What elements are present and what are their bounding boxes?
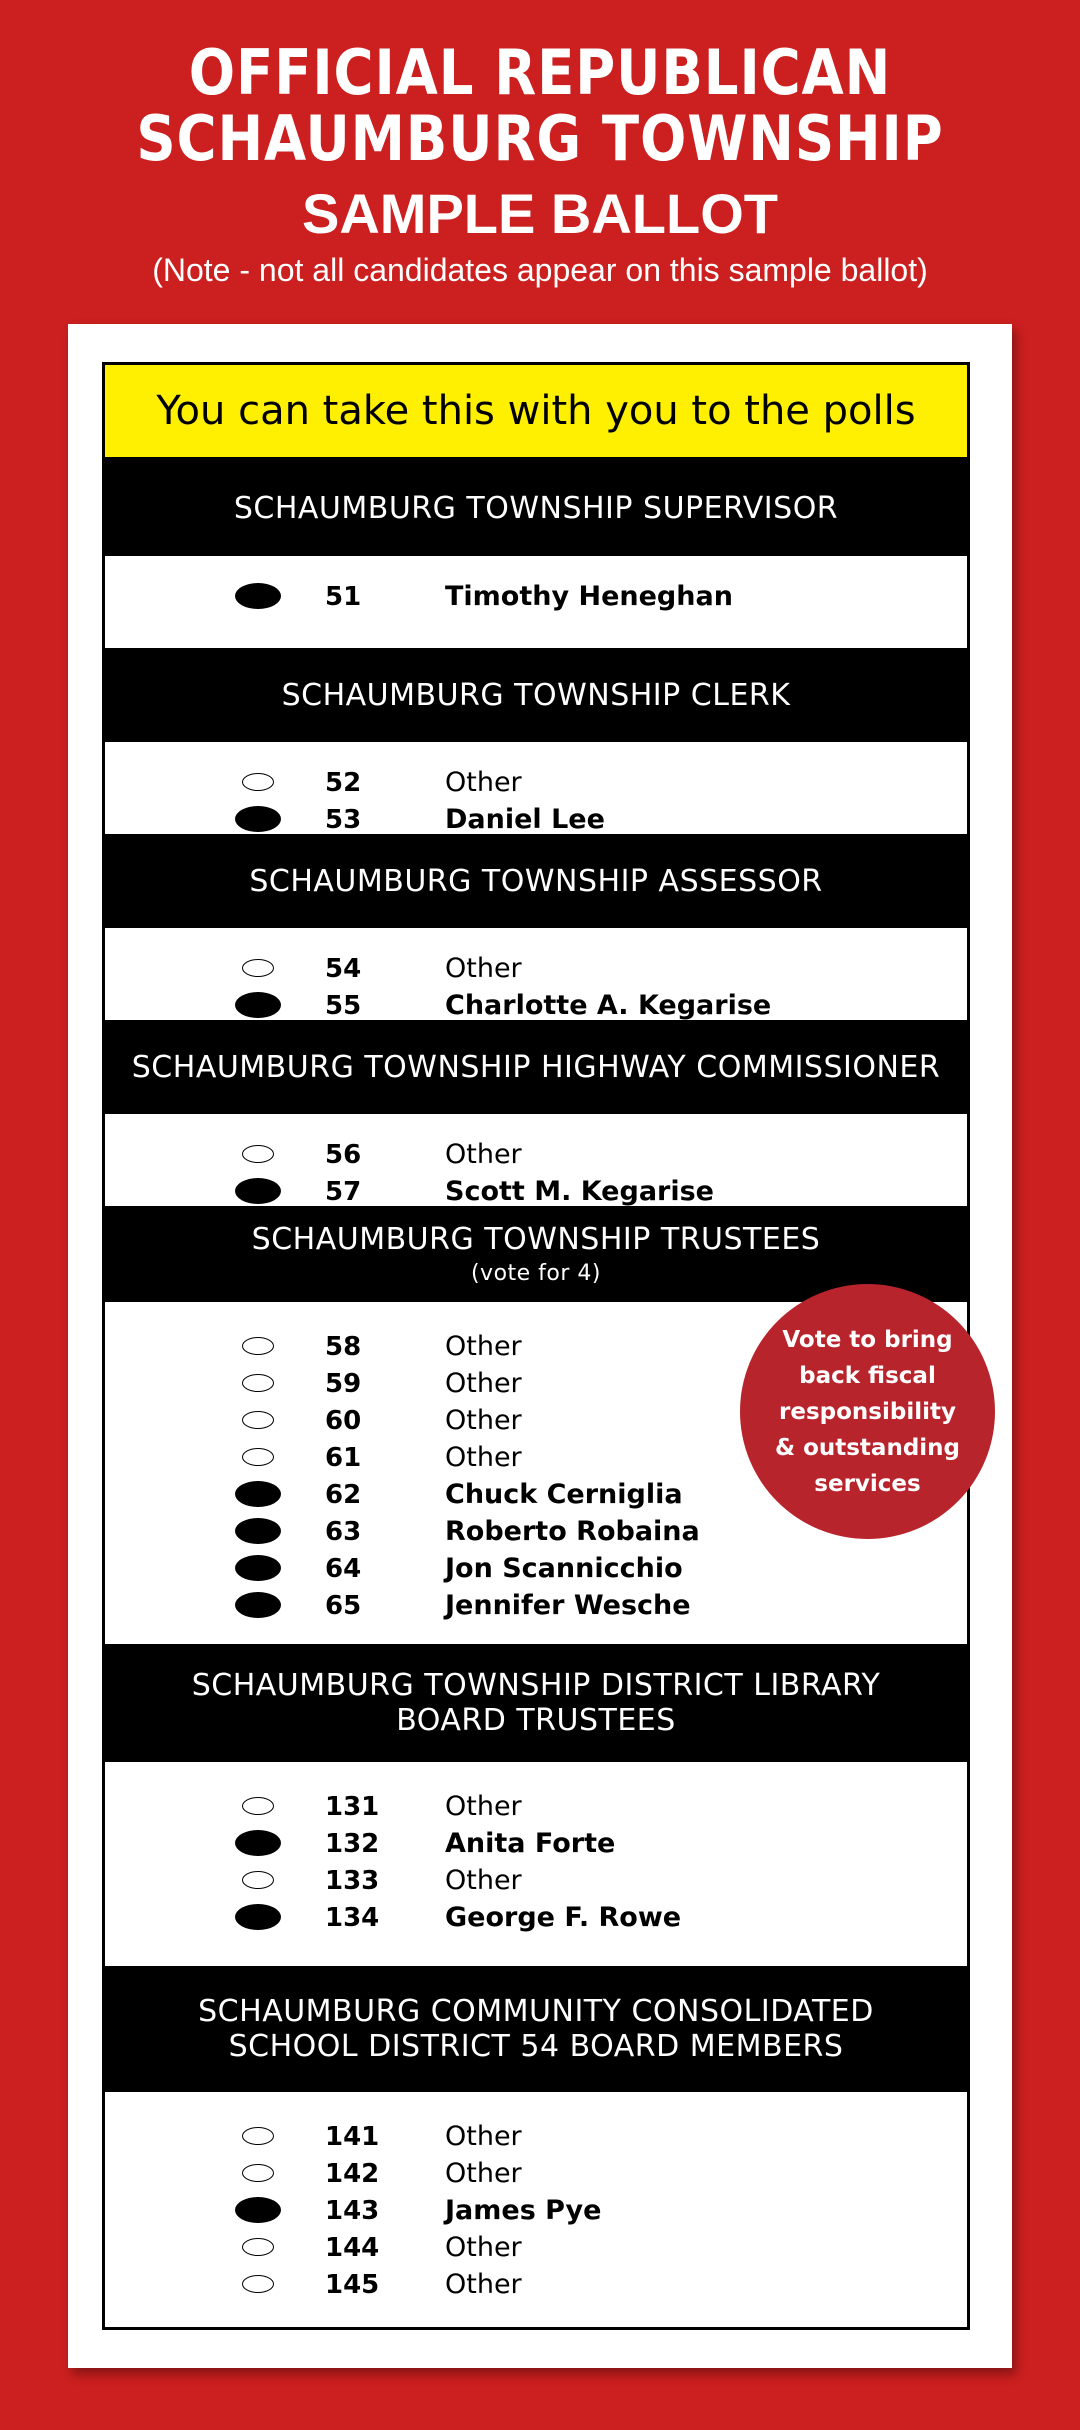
- candidate-number: 51: [325, 581, 362, 612]
- race-title: SCHOOL DISTRICT 54 BOARD MEMBERS: [228, 2029, 844, 2064]
- title-line-2: SCHAUMBURG TOWNSHIP: [136, 102, 944, 175]
- empty-oval-icon[interactable]: [242, 773, 274, 791]
- candidate-number: 145: [325, 2269, 380, 2300]
- candidate-row: [105, 1587, 967, 1624]
- candidate-name: Jon Scannicchio: [445, 1553, 683, 1584]
- candidate-row: [105, 1825, 967, 1862]
- campaign-badge: Vote to bring back fiscal responsibility & outstanding services: [740, 1284, 995, 1539]
- empty-oval-icon[interactable]: [242, 2275, 274, 2293]
- candidate-list: [105, 742, 967, 834]
- candidate-number: 63: [325, 1516, 362, 1547]
- race-subtitle: (vote for 4): [470, 1261, 602, 1286]
- filled-oval-icon[interactable]: [235, 583, 281, 609]
- candidate-number: 54: [325, 953, 362, 984]
- empty-oval-icon[interactable]: [242, 1411, 274, 1429]
- candidate-number: 56: [325, 1139, 362, 1170]
- race-header: [105, 648, 967, 742]
- empty-oval-icon[interactable]: [242, 2238, 274, 2256]
- candidate-name: Other: [445, 2158, 522, 2189]
- candidate-name: Other: [445, 1791, 522, 1822]
- polls-banner: You can take this with you to the polls: [105, 365, 967, 460]
- candidate-number: 141: [325, 2121, 380, 2152]
- candidate-name: Roberto Robaina: [445, 1516, 700, 1547]
- candidate-list: [105, 1114, 967, 1206]
- empty-oval-icon[interactable]: [242, 1448, 274, 1466]
- empty-oval-icon[interactable]: [242, 1871, 274, 1889]
- empty-oval-icon[interactable]: [242, 959, 274, 977]
- race-title: SCHAUMBURG COMMUNITY CONSOLIDATED: [198, 1994, 874, 2029]
- candidate-number: 53: [325, 804, 362, 835]
- candidate-name: Charlotte A. Kegarise: [445, 990, 772, 1021]
- candidate-row: [105, 578, 967, 615]
- candidate-row: [105, 1788, 967, 1825]
- filled-oval-icon[interactable]: [235, 1555, 281, 1581]
- candidate-name: Chuck Cerniglia: [445, 1479, 683, 1510]
- race-header: [105, 1644, 967, 1762]
- candidate-row: [105, 2192, 967, 2229]
- candidate-row: [105, 1173, 967, 1210]
- race-title: BOARD TRUSTEES: [396, 1703, 676, 1738]
- candidate-row: [105, 1136, 967, 1173]
- candidate-row: [105, 2229, 967, 2266]
- candidate-name: Other: [445, 2232, 522, 2263]
- race-header: [105, 1966, 967, 2092]
- candidate-name: Other: [445, 1331, 522, 1362]
- filled-oval-icon[interactable]: [235, 1904, 281, 1930]
- race-title: SCHAUMBURG TOWNSHIP DISTRICT LIBRARY: [191, 1668, 881, 1703]
- sample-ballot-title: SAMPLE BALLOT: [302, 182, 778, 245]
- candidate-number: 65: [325, 1590, 362, 1621]
- candidate-number: 144: [325, 2232, 380, 2263]
- race-header: [105, 460, 967, 556]
- filled-oval-icon[interactable]: [235, 1830, 281, 1856]
- filled-oval-icon[interactable]: [235, 992, 281, 1018]
- filled-oval-icon[interactable]: [235, 1592, 281, 1618]
- filled-oval-icon[interactable]: [235, 1518, 281, 1544]
- candidate-name: Other: [445, 1139, 522, 1170]
- candidate-name: Other: [445, 1368, 522, 1399]
- candidate-row: [105, 1862, 967, 1899]
- candidate-number: 59: [325, 1368, 362, 1399]
- candidate-name: Anita Forte: [445, 1828, 616, 1859]
- ballot-paper: [68, 324, 1012, 2368]
- candidate-row: [105, 2118, 967, 2155]
- candidate-number: 55: [325, 990, 362, 1021]
- candidate-row: [105, 1550, 967, 1587]
- race-title: SCHAUMBURG TOWNSHIP SUPERVISOR: [233, 490, 839, 526]
- filled-oval-icon[interactable]: [235, 2197, 281, 2223]
- candidate-number: 58: [325, 1331, 362, 1362]
- candidate-name: Other: [445, 2121, 522, 2152]
- note-text: (Note - not all candidates appear on this sample ballot): [152, 252, 928, 288]
- race-title: SCHAUMBURG TOWNSHIP TRUSTEES: [251, 1222, 821, 1257]
- candidate-name: Other: [445, 767, 522, 798]
- candidate-name: Other: [445, 953, 522, 984]
- candidate-row: [105, 987, 967, 1024]
- candidate-row: [105, 764, 967, 801]
- candidate-name: Daniel Lee: [445, 804, 605, 835]
- candidate-number: 64: [325, 1553, 362, 1584]
- candidate-row: [105, 2155, 967, 2192]
- page-header: [0, 36, 1080, 288]
- filled-oval-icon[interactable]: [235, 806, 281, 832]
- candidate-name: Other: [445, 2269, 522, 2300]
- candidate-number: 52: [325, 767, 362, 798]
- candidate-name: Jennifer Wesche: [445, 1590, 691, 1621]
- candidate-number: 57: [325, 1176, 362, 1207]
- candidate-number: 143: [325, 2195, 380, 2226]
- title-line-1: OFFICIAL REPUBLICAN: [188, 36, 892, 109]
- candidate-name: James Pye: [445, 2195, 602, 2226]
- candidate-list: [105, 1762, 967, 1966]
- candidate-number: 131: [325, 1791, 380, 1822]
- candidate-name: Other: [445, 1865, 522, 1896]
- race-title: SCHAUMBURG TOWNSHIP CLERK: [281, 677, 791, 713]
- candidate-row: [105, 801, 967, 838]
- filled-oval-icon[interactable]: [235, 1481, 281, 1507]
- candidate-row: [105, 950, 967, 987]
- candidate-number: 132: [325, 1828, 380, 1859]
- empty-oval-icon[interactable]: [242, 2127, 274, 2145]
- candidate-list: [105, 928, 967, 1020]
- candidate-number: 61: [325, 1442, 362, 1473]
- candidate-name: Scott M. Kegarise: [445, 1176, 714, 1207]
- candidate-name: Other: [445, 1405, 522, 1436]
- candidate-list: [105, 2092, 967, 2320]
- race-title: SCHAUMBURG TOWNSHIP ASSESSOR: [249, 863, 823, 899]
- candidate-name: Timothy Heneghan: [445, 581, 733, 612]
- empty-oval-icon[interactable]: [242, 1145, 274, 1163]
- candidate-name: George F. Rowe: [445, 1902, 682, 1933]
- empty-oval-icon[interactable]: [242, 1797, 274, 1815]
- race-title: SCHAUMBURG TOWNSHIP HIGHWAY COMMISSIONER: [131, 1049, 941, 1085]
- candidate-list: [105, 556, 967, 648]
- candidate-number: 60: [325, 1405, 362, 1436]
- candidate-number: 134: [325, 1902, 380, 1933]
- race-header: [105, 834, 967, 928]
- empty-oval-icon[interactable]: [242, 1374, 274, 1392]
- filled-oval-icon[interactable]: [235, 1178, 281, 1204]
- candidate-number: 142: [325, 2158, 380, 2189]
- candidate-number: 133: [325, 1865, 380, 1896]
- candidate-name: Other: [445, 1442, 522, 1473]
- candidate-row: [105, 2266, 967, 2303]
- candidate-row: [105, 1899, 967, 1936]
- empty-oval-icon[interactable]: [242, 2164, 274, 2182]
- candidate-number: 62: [325, 1479, 362, 1510]
- race-header: [105, 1020, 967, 1114]
- empty-oval-icon[interactable]: [242, 1337, 274, 1355]
